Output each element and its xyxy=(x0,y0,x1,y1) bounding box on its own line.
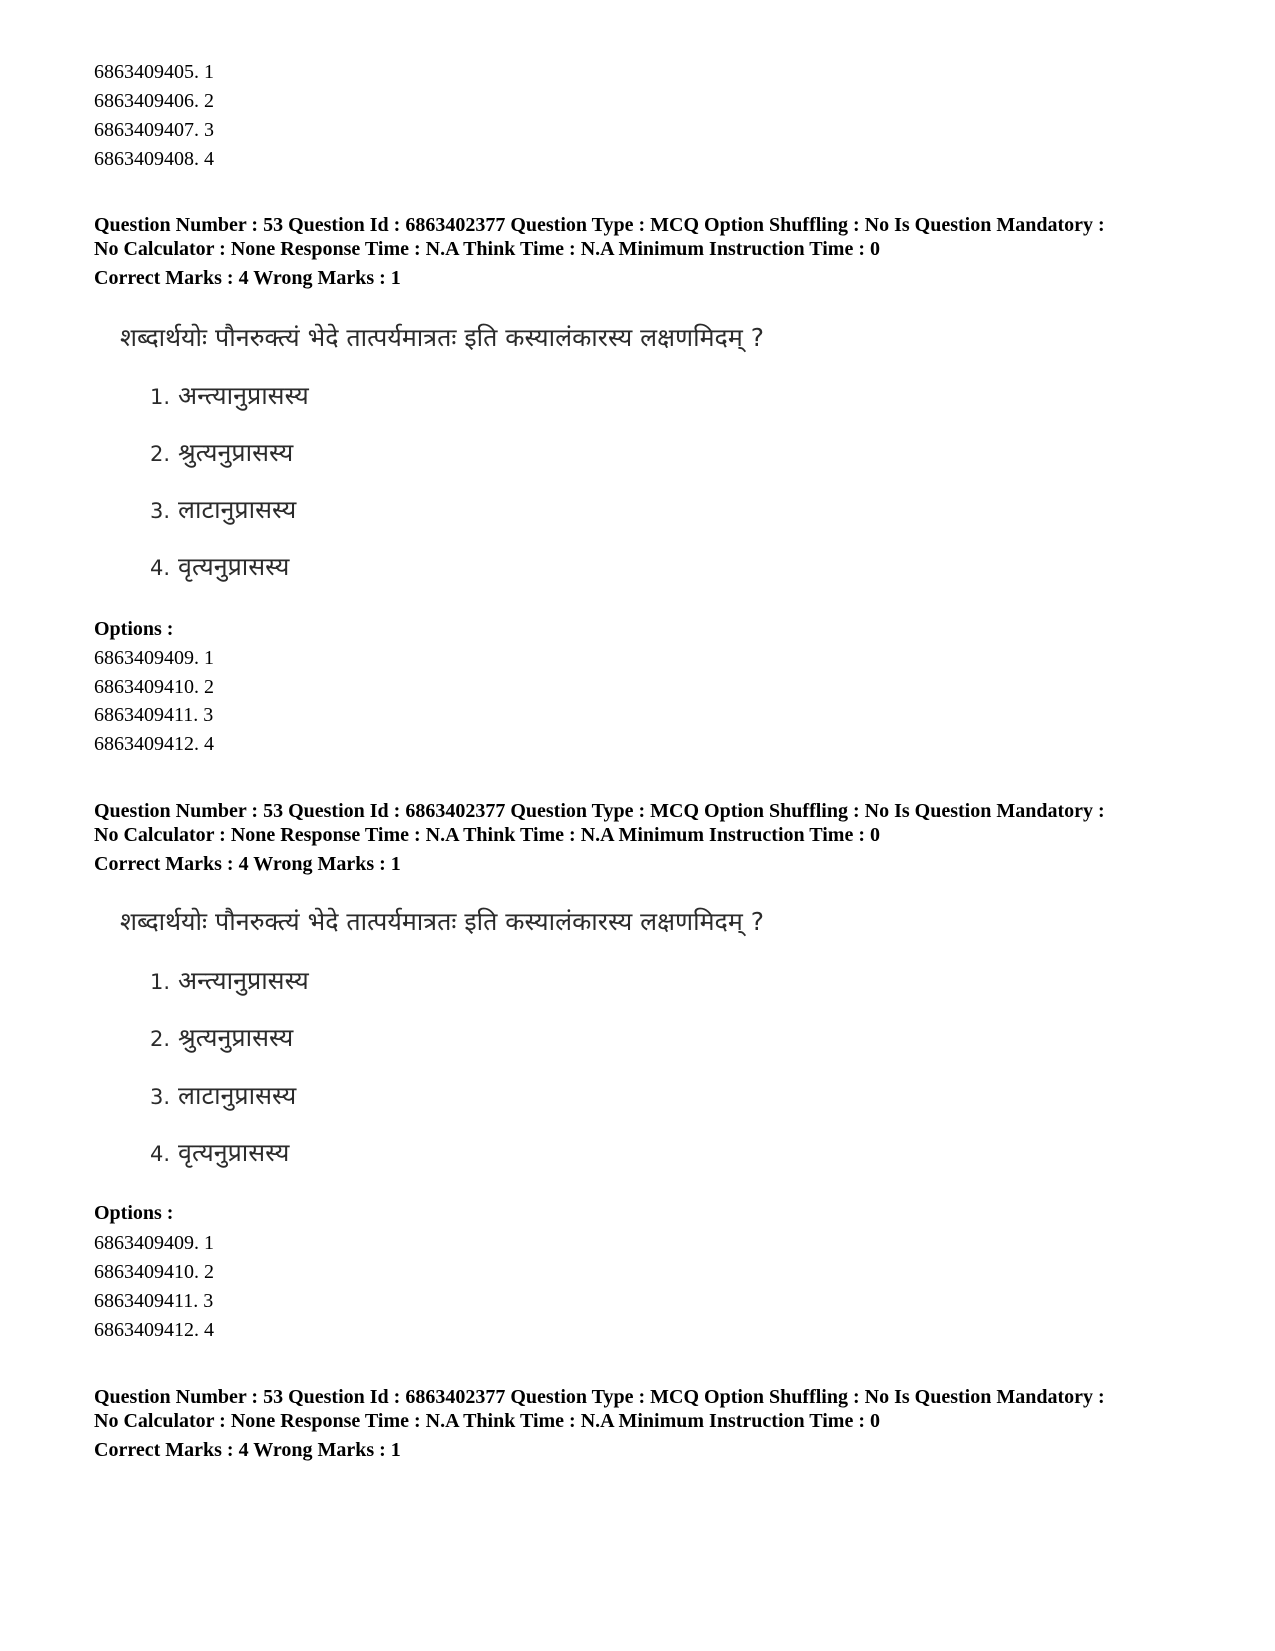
choice-number: 3. xyxy=(150,499,171,523)
option-line: 6863409411. 3 xyxy=(94,1290,214,1312)
answer-choice xyxy=(150,494,296,527)
answer-choice xyxy=(150,437,293,470)
choice-number: 1. xyxy=(150,385,171,409)
choice-number: 4. xyxy=(150,556,171,580)
choice-text: अन्त्यानुप्रासस्य xyxy=(178,381,309,410)
marks-line: Correct Marks : 4 Wrong Marks : 1 xyxy=(94,267,401,289)
option-line: 6863409412. 4 xyxy=(94,733,214,755)
option-line: 6863409408. 4 xyxy=(94,148,214,170)
choice-text: अन्त्यानुप्रासस्य xyxy=(178,966,309,995)
option-line: 6863409407. 3 xyxy=(94,119,214,141)
options-label: Options : xyxy=(94,618,174,640)
choice-text: वृत्यनुप्रासस्य xyxy=(178,552,290,581)
question-header-line1: Question Number : 53 Question Id : 6863402377 Question Type : MCQ Option Shuffling : No Is Question Mandatory : xyxy=(94,214,1105,236)
choice-text: वृत्यनुप्रासस्य xyxy=(178,1138,290,1167)
question-header-line1: Question Number : 53 Question Id : 6863402377 Question Type : MCQ Option Shuffling : No Is Question Mandatory : xyxy=(94,800,1105,822)
answer-choice xyxy=(150,1080,296,1113)
answer-choice xyxy=(150,380,309,413)
option-line: 6863409405. 1 xyxy=(94,61,214,83)
choice-number: 4. xyxy=(150,1142,171,1166)
option-line: 6863409409. 1 xyxy=(94,1232,214,1254)
option-line: 6863409410. 2 xyxy=(94,676,214,698)
choice-number: 2. xyxy=(150,1027,171,1051)
choice-number: 3. xyxy=(150,1085,171,1109)
question-text: शब्दार्थयोः पौनरुक्त्यं भेदे तात्पर्यमात्रतः इति कस्यालंकारस्य लक्षणमिदम् ? xyxy=(120,907,764,936)
options-label: Options : xyxy=(94,1202,174,1224)
question-header-line2: No Calculator : None Response Time : N.A Think Time : N.A Minimum Instruction Time : 0 xyxy=(94,1410,880,1432)
option-line: 6863409412. 4 xyxy=(94,1319,214,1341)
question-text: शब्दार्थयोः पौनरुक्त्यं भेदे तात्पर्यमात्रतः इति कस्यालंकारस्य लक्षणमिदम् ? xyxy=(120,323,764,352)
question-header-line2: No Calculator : None Response Time : N.A Think Time : N.A Minimum Instruction Time : 0 xyxy=(94,238,880,260)
answer-choice xyxy=(150,1022,293,1055)
answer-choice xyxy=(150,551,289,584)
option-line: 6863409410. 2 xyxy=(94,1261,214,1283)
choice-text: श्रुत्यनुप्रासस्य xyxy=(178,438,294,467)
marks-line: Correct Marks : 4 Wrong Marks : 1 xyxy=(94,853,401,875)
choice-text: लाटानुप्रासस्य xyxy=(178,1081,297,1110)
choice-number: 2. xyxy=(150,442,171,466)
choice-text: लाटानुप्रासस्य xyxy=(178,495,297,524)
choice-number: 1. xyxy=(150,970,171,994)
option-line: 6863409406. 2 xyxy=(94,90,214,112)
answer-choice xyxy=(150,965,309,998)
marks-line: Correct Marks : 4 Wrong Marks : 1 xyxy=(94,1439,401,1461)
choice-text: श्रुत्यनुप्रासस्य xyxy=(178,1023,294,1052)
option-line: 6863409411. 3 xyxy=(94,704,214,726)
option-line: 6863409409. 1 xyxy=(94,647,214,669)
answer-choice xyxy=(150,1137,289,1170)
question-header-line2: No Calculator : None Response Time : N.A Think Time : N.A Minimum Instruction Time : 0 xyxy=(94,824,880,846)
question-header-line1: Question Number : 53 Question Id : 6863402377 Question Type : MCQ Option Shuffling : No Is Question Mandatory : xyxy=(94,1386,1105,1408)
